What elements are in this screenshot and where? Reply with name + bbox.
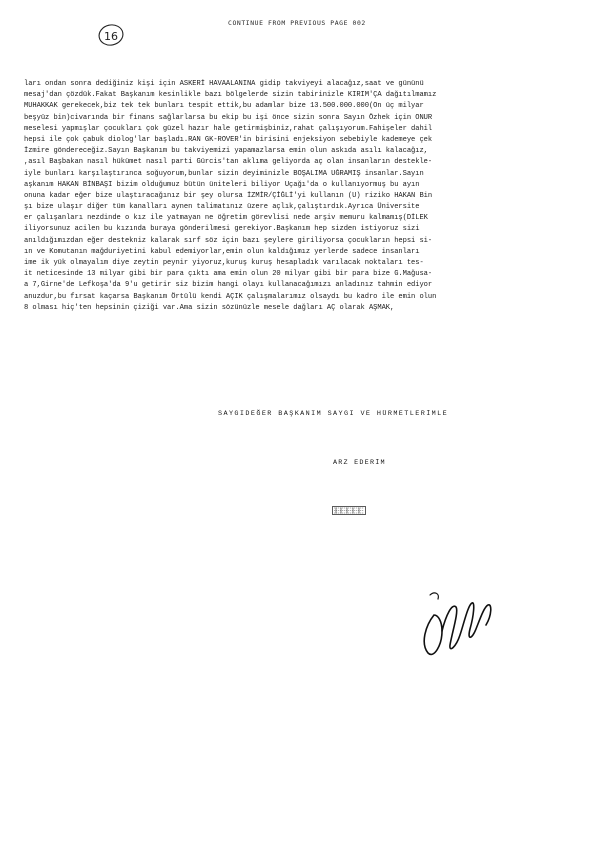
letter-body: [24, 79, 580, 314]
body-line: iliyorsunuz acilen bu kızında buraya gönderilmesi gerekiyor.Başkanım hep sizden istiyoruz sizi: [24, 225, 420, 234]
body-line: ın ve Komutanın mağduriyetini kabul edemiyorlar,emin olun kaldığımız yerlerde sadece insanları: [24, 247, 420, 256]
body-line: MUHAKKAK gerekecek,biz tek tek bunları tespit ettik,bu adamlar bize 13.500.000.000(On üç milyar: [24, 102, 424, 111]
body-line: er çalışanları nezdinde o kız ile yatmayan ne öğretim görevlisi nede arşiv memuru kalmamış(DİLEK: [24, 214, 428, 223]
body-line: İzmire göndereceğiz.Sayın Başkanım bu takviyemizi yapamazlarsa emin olun askıda asılı kalacağız,: [24, 147, 428, 156]
closing-salutation: SAYGIDEĞER BAŞKANIM SAYGI VE HÜRMETLERİMLE: [218, 410, 449, 418]
page-number-text: 16: [104, 30, 118, 43]
closing-submission: ARZ EDERİM: [333, 459, 386, 467]
body-line: iyle bunları karşılaştırınca soğuyorum,bunlar sizin deyiminizle BOŞALIMA UĞRAMIŞ insanlar.Sayın: [24, 169, 424, 178]
stamp-mark: [332, 506, 366, 515]
body-line: ime ik yük olmayalım diye zeytin peynir yiyoruz,kuruş kuruş hesapladık varılacak noktaları tes-: [24, 259, 424, 267]
body-line: 8 olması hiç'ten hepsinin çiziği var.Ama sizin sözünüzle mesele dağları AÇ olarak AŞMAK,: [24, 303, 395, 312]
body-line: ları ondan sonra dediğiniz kişi için ASKERİ HAVAALANINA gidip takviyeyi alacağız,saat ve gününü: [24, 80, 424, 88]
body-line: anıldığımızdan eğer destekniz kalarak sırf söz için bazı şeylere giriliyorsa çocukların hepsi si-: [24, 236, 433, 245]
continuation-header: CONTINUE FROM PREVIOUS PAGE 002: [228, 19, 366, 27]
body-line: a 7,Girne'de Lefkoşa'da 9'u getirir siz bizim hangi olayı kullanacağımızı anladınız tahmin ediyor: [24, 281, 433, 290]
body-line: beşyüz bin)civarında bir finans sağlarlarsa bu ekip bu işi önce sizin sonra Sayın Özhek için ONUR: [24, 113, 433, 122]
body-line: it neticesinde 13 milyar gibi bir para çıktı ama emin olun 20 milyar gibi bir para bize G.Mağusa-: [24, 270, 433, 279]
body-line: anuzdur,bu fırsat kaçarsa Başkanım Örtülü kendi AÇIK çalışmalarımız olsaydı bu kadro ile emin olun: [24, 292, 437, 301]
signature: [412, 585, 502, 663]
body-line: ,asıl Başbakan nasıl hükümet nasıl parti Gürcis'tan aklıma geliyorda aç olan insanların destekle-: [24, 158, 433, 167]
body-line: şı bize ulaşır diğer tüm kanalları aynen talimatınız üzere açlık,çalıştırdık.Ayrıca Üniversite: [24, 203, 420, 212]
body-line: hepsi ile çok çabuk diolog'lar başladı.RAN GK-ROVER'in birisini enjeksiyon sebebiyle kademeye çek: [24, 135, 433, 144]
body-line: meselesi yapmışlar çocukları çok güzel hazır hale getirmişbiniz,rahat çalışıyorum.Fahişeler dahil: [24, 124, 433, 133]
body-line: aşkanım HAKAN BİNBAŞI bizim olduğumuz bütün üniteleri biliyor Uçağı'da o kullanıyormuş bu ayın: [24, 180, 420, 189]
body-line: mesaj'dan çözdük.Fakat Başkanım kesinlikle bazı bölgelerde sizin tabirinizle KIRIM'ÇA dağıtılmamız: [24, 91, 437, 100]
body-line: onuna kadar eğer bize ulaştıracağınız bir şey olursa İZMİR/ÇİĞLİ'yi kullanın (U) riziko HAKAN Bin: [24, 191, 433, 200]
handwritten-page-number: [96, 22, 126, 48]
